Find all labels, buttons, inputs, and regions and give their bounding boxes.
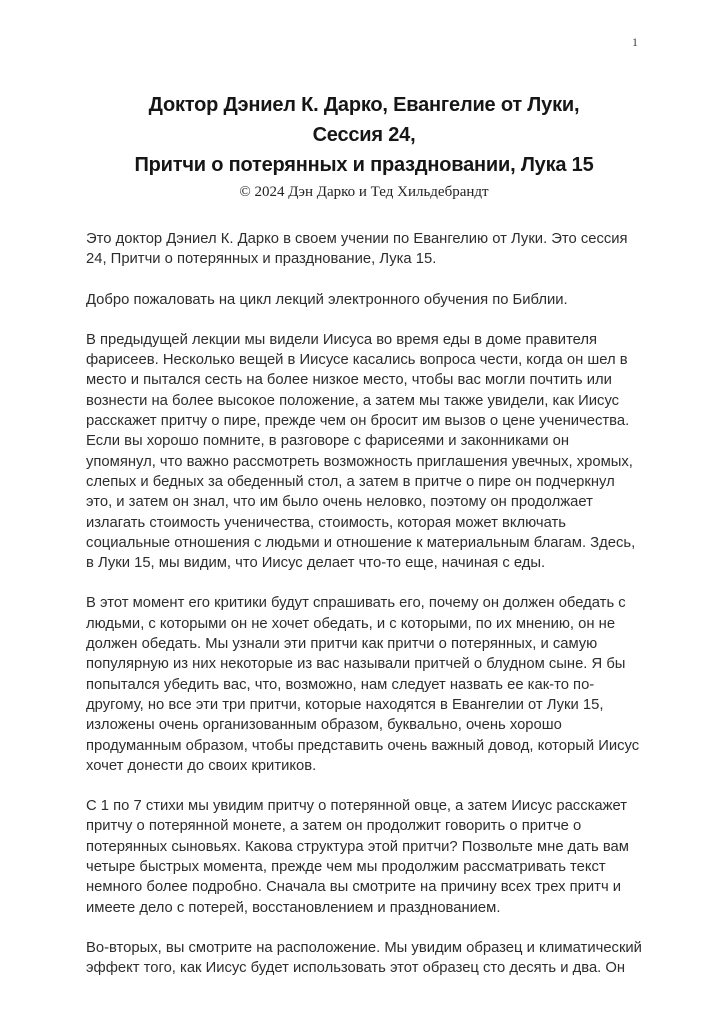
paragraph-intro: Это доктор Дэниел К. Дарко в своем учении по Евангелию от Луки. Это сессия 24, Притчи о потерянных и празднование, Лука 15. (86, 231, 628, 268)
document-body (86, 229, 642, 979)
title-line-3: Притчи о потерянных и праздновании, Лука 15 (134, 154, 594, 176)
title-line-1: Доктор Дэниел К. Дарко, Евангелие от Луки, (148, 94, 580, 116)
paragraph-critics: В этот момент его критики будут спрашивать его, почему он должен обедать с людьми, с которыми он не хочет обедать, и с которыми, по их мнению, он не должен обедать. Мы узнали эти притчи как притчи о потерянных, и самую популярную из них некоторые из вас называли притчей о блудном сыне. Я бы попытался убедить вас, что, возможно, нам следует назвать ее как-то по-другому, но все эти три притчи, которые находятся в Евангелии от Луки 15, изложены очень организованным образом, буквально, очень хорошо продуманным образом, чтобы представить очень важный довод, который Иисус хочет донести до своих критиков. (86, 595, 640, 774)
paragraph-structure: С 1 по 7 стихи мы увидим притчу о потерянной овце, а затем Иисус расскажет притчу о потерянной монете, а затем он продолжит говорить о притче о потерянных сыновьях. Какова структура этой притчи? Позвольте мне дать вам четыре быстрых момента, прежде чем мы продолжим рассматривать текст немного более подробно. Сначала вы смотрите на причину всех трех притч и имеете дело с потерей, восстановлением и празднованием. (86, 798, 629, 916)
paragraph-previous-lecture: В предыдущей лекции мы видели Иисуса во время еды в доме правителя фарисеев. Несколько вещей в Иисусе касались вопроса чести, когда он шел в место и пытался сесть на более низкое место, чтобы вас могли почтить или вознести на более высокое положение, а затем мы также увидели, как Иисус расскажет притчу о пире, прежде чем он бросит им вызов о цене ученичества. Если вы хорошо помните, в разговоре с фарисеями и законниками он упомянул, что важно рассмотреть возможность приглашения увечных, хромых, слепых и бедных за обеденный стол, а затем в притче о пире он подчеркнул это, и затем он знал, что им было очень неловко, поэтому он продолжает излагать стоимость ученичества, стоимость, которая может включать социальные отношения с людьми и отношение к материальным благам. Здесь, в Луки 15, мы видим, что Иисус делает что-то еще, начиная с еды. (86, 331, 636, 572)
copyright-line: © 2024 Дэн Дарко и Тед Хильдебрандт (239, 184, 489, 200)
document-title (86, 90, 642, 180)
paragraph-welcome: Добро пожаловать на цикл лекций электронного обучения по Библии. (86, 291, 568, 308)
paragraph-secondly: Во-вторых, вы смотрите на расположение. Мы увидим образец и климатический эффект того, как Иисус будет использовать этот образец сто десять и два. Он (86, 939, 642, 977)
title-line-2: Сессия 24, (312, 124, 416, 146)
document-content (86, 90, 642, 979)
page-number: 1 (632, 35, 638, 49)
